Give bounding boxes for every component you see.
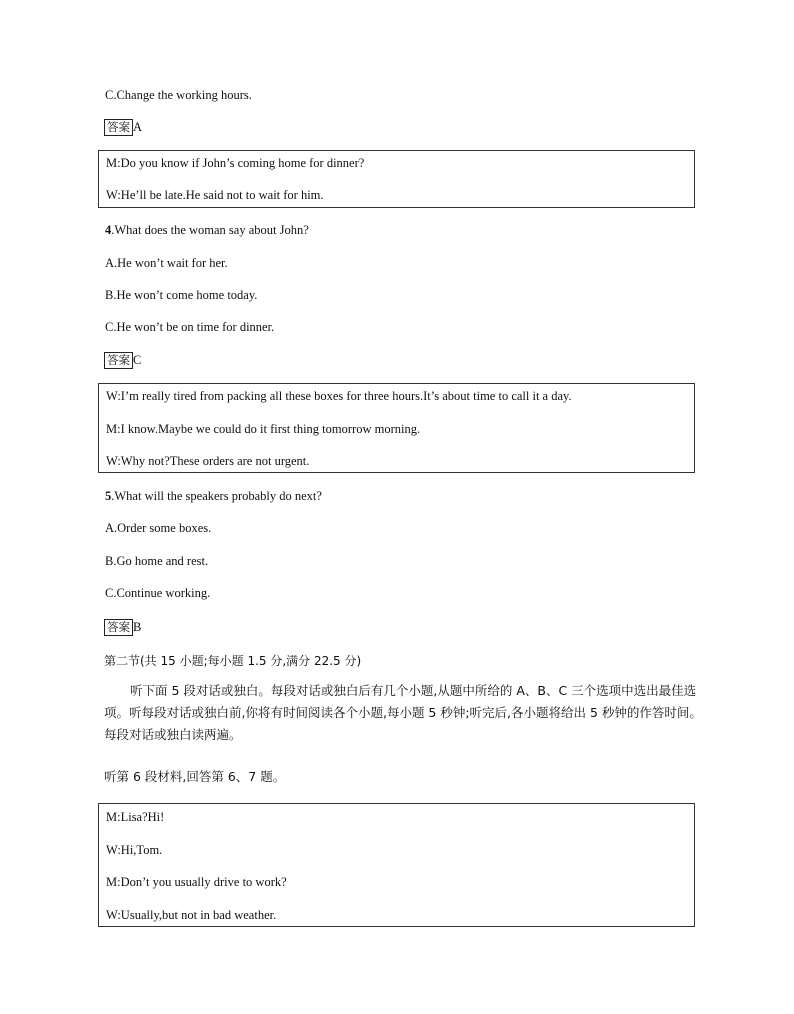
answer-value: A <box>133 120 143 134</box>
listen-prompt: 听第 6 段材料,回答第 6、7 题。 <box>104 769 286 784</box>
question-number: 4 <box>105 223 112 237</box>
answer-value: C <box>133 353 142 367</box>
q5-answer <box>104 619 141 636</box>
section-instructions: 听下面 5 段对话或独白。每段对话或独白后有几个小题,从题中所给的 A、B、C 三个选项中选出最佳选项。听每段对话或独白前,你将有时间阅读各个小题,每小题 5 秒钟;听完后,各小题将给出 5 秒钟的作答时间。每段对话或独白读两遍。 <box>104 683 702 742</box>
dialog-line: W:He’ll be late.He said not to wait for him. <box>106 188 324 202</box>
q4-option-c: C.He won’t be on time for dinner. <box>105 320 275 334</box>
q5-option-c: C.Continue working. <box>105 586 211 600</box>
question-text: .What will the speakers probably do next? <box>111 489 322 503</box>
answer-tag: 答案 <box>104 352 133 369</box>
q3-option-c: C.Change the working hours. <box>105 88 252 102</box>
dialog-box-5 <box>98 383 695 473</box>
q5-option-b: B.Go home and rest. <box>105 554 209 568</box>
answer-tag: 答案 <box>104 119 133 136</box>
dialog-box-4 <box>98 150 695 208</box>
question-text: .What does the woman say about John? <box>111 223 309 237</box>
dialog-box-6 <box>98 803 695 927</box>
section-title: 第二节(共 15 小题;每小题 1.5 分,满分 22.5 分) <box>104 654 362 668</box>
dialog-line: M:Do you know if John’s coming home for dinner? <box>106 156 365 170</box>
question-5 <box>105 489 322 504</box>
dialog-line: W:Hi,Tom. <box>106 843 163 857</box>
dialog-line: W:I’m really tired from packing all these boxes for three hours.It’s about time to call it a day. <box>106 389 572 403</box>
q4-option-b: B.He won’t come home today. <box>105 288 258 302</box>
q3-answer <box>104 119 142 136</box>
dialog-line: W:Usually,but not in bad weather. <box>106 908 277 922</box>
answer-tag: 答案 <box>104 619 133 636</box>
answer-value: B <box>133 620 142 634</box>
question-number: 5 <box>105 489 112 503</box>
q5-option-a: A.Order some boxes. <box>105 521 212 535</box>
dialog-line: W:Why not?These orders are not urgent. <box>106 454 310 468</box>
dialog-line: M:Lisa?Hi! <box>106 810 165 824</box>
q4-answer <box>104 352 141 369</box>
dialog-line: M:I know.Maybe we could do it first thing tomorrow morning. <box>106 422 421 436</box>
q4-option-a: A.He won’t wait for her. <box>105 256 228 270</box>
dialog-line: M:Don’t you usually drive to work? <box>106 875 287 889</box>
question-4 <box>105 223 309 238</box>
